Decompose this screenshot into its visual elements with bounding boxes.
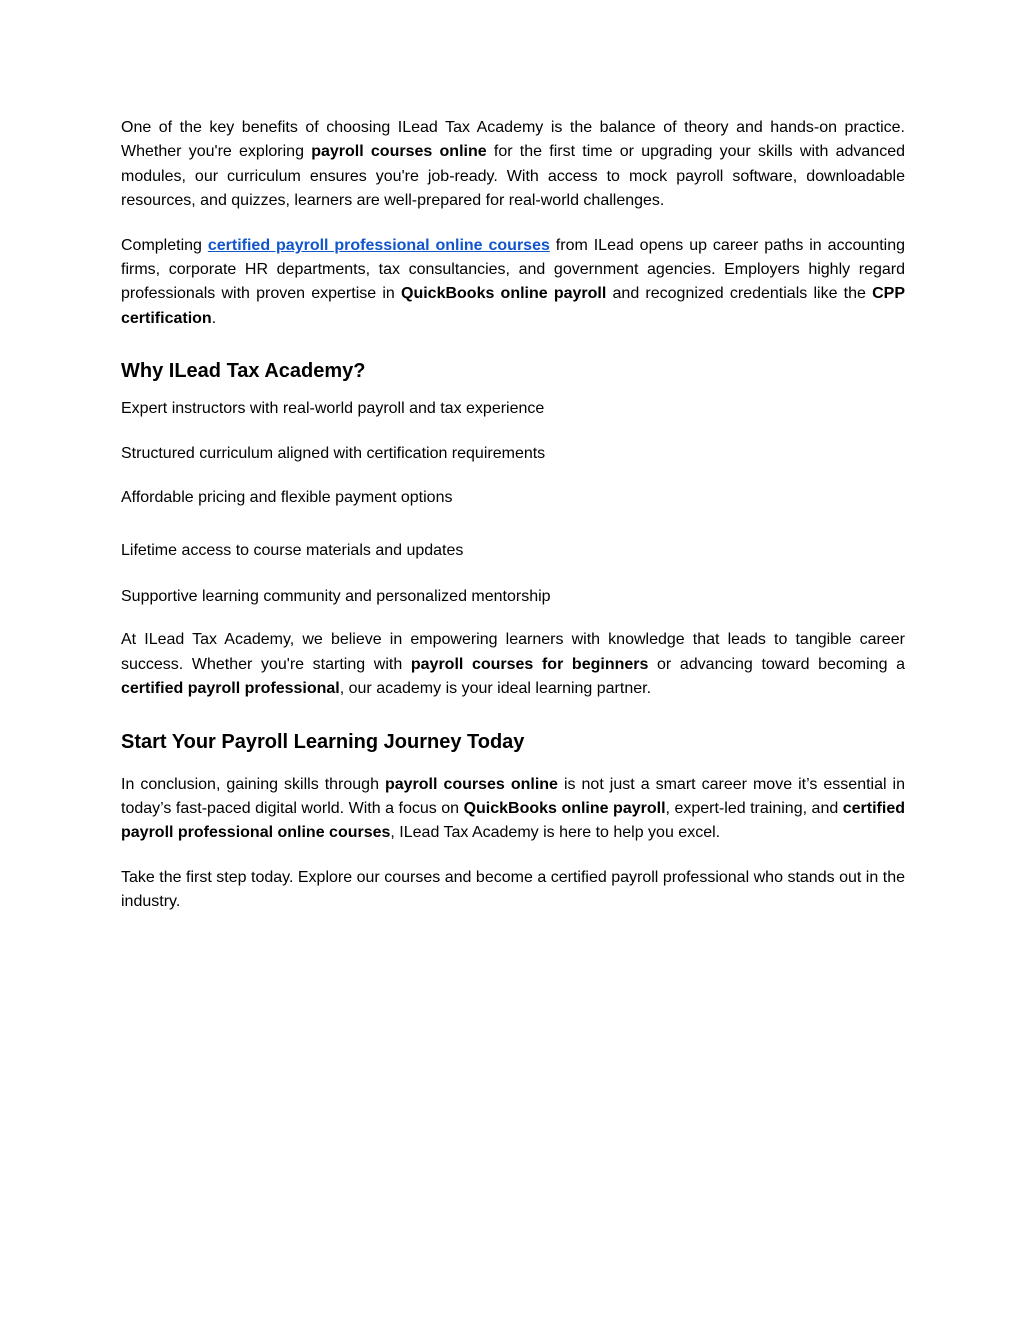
conclusion-bold-payroll-courses: payroll courses online: [384, 775, 558, 793]
certified-payroll-courses-link[interactable]: certified payroll professional online courses: [207, 236, 550, 254]
conclusion-text-2: is not just a smart career move it’s essential in today’s fast-paced digital world. With a focus on: [121, 775, 906, 817]
why-item: Lifetime access to course materials and updates: [121, 542, 464, 560]
intro-paragraph: [121, 116, 905, 214]
careers-text-1: Completing: [121, 236, 208, 254]
document-page: [121, 116, 905, 915]
why-item: Structured curriculum aligned with certification requirements: [121, 444, 546, 462]
believe-bold-beginners: payroll courses for beginners: [410, 655, 649, 673]
careers-paragraph: [121, 234, 905, 332]
conclusion-paragraph: [121, 773, 905, 846]
conclusion-text-1: In conclusion, gaining skills through: [121, 775, 385, 793]
conclusion-text-4: , ILead Tax Academy is here to help you excel.: [390, 824, 721, 842]
believe-text-2: or advancing toward becoming a: [648, 655, 906, 673]
cta-paragraph: Take the first step today. Explore our courses and become a certified payroll professional who stands out in the industry.: [121, 868, 905, 911]
why-item: Affordable pricing and flexible payment options: [121, 489, 453, 507]
careers-text-4: .: [211, 309, 217, 327]
intro-text-2: for the first time or upgrading your skills with advanced modules, our curriculum ensures you're job-ready. With access to mock payroll software, downloadable resources, and quizzes, learners are well-prepared for real-world challenges.: [121, 143, 905, 210]
why-item: Expert instructors with real-world payroll and tax experience: [121, 400, 545, 418]
believe-text-3: , our academy is your ideal learning partner.: [339, 680, 652, 698]
why-heading: Why ILead Tax Academy?: [121, 360, 366, 383]
believe-bold-cpp-professional: certified payroll professional: [121, 680, 340, 698]
careers-bold-cpp: CPP certification: [121, 285, 905, 327]
why-item: Supportive learning community and personalized mentorship: [121, 587, 551, 605]
careers-bold-quickbooks: QuickBooks online payroll: [401, 285, 607, 303]
careers-text-2: from ILead opens up career paths in accounting firms, corporate HR departments, tax consultancies, and government agencies. Employers highly regard professionals with proven expertise in: [121, 236, 906, 303]
conclusion-bold-certified-courses: certified payroll professional online courses: [121, 799, 905, 842]
believe-paragraph: [121, 628, 905, 701]
intro-bold-payroll-courses-online: payroll courses online: [311, 143, 487, 161]
believe-text-1: At ILead Tax Academy, we believe in empowering learners with knowledge that leads to tangible career success. Whether you're starting with: [121, 631, 905, 673]
intro-text-1: One of the key benefits of choosing ILead Tax Academy is the balance of theory and hands-on practice. Whether you're exploring: [121, 119, 905, 161]
start-heading: Start Your Payroll Learning Journey Today: [121, 730, 525, 753]
conclusion-bold-quickbooks: QuickBooks online payroll: [463, 799, 666, 817]
careers-text-3: and recognized credentials like the: [606, 285, 873, 303]
conclusion-text-3: , expert-led training, and: [665, 799, 843, 817]
